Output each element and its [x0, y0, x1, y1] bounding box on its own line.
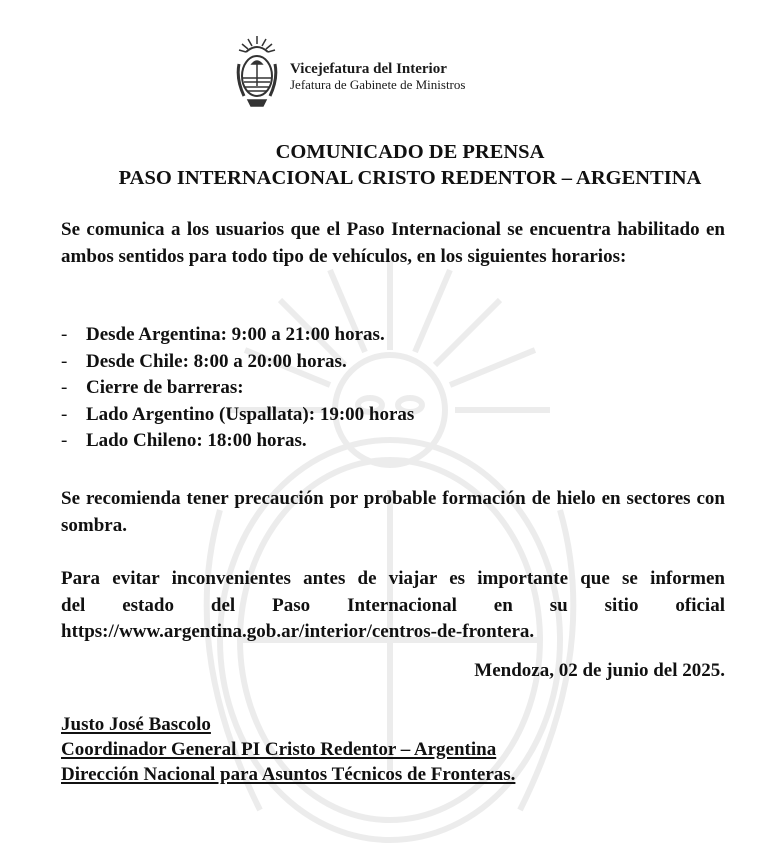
list-item-text: Cierre de barreras: — [86, 377, 244, 398]
list-item — [61, 322, 414, 349]
argentina-coat-of-arms-icon — [234, 34, 280, 114]
document-title: COMUNICADO DE PRENSA — [275, 141, 545, 163]
signatory-department: Dirección Nacional para Asuntos Técnicos de Fronteras. — [61, 764, 516, 785]
date-line: Mendoza, 02 de junio del 2025. — [474, 660, 725, 681]
bullet-dash: - — [61, 403, 68, 425]
intro-paragraph: Se comunica a los usuarios que el Paso Internacional se encuentra habilitado en ambos sentidos para todo tipo de vehículos, en los siguientes horarios: — [61, 219, 725, 267]
bullet-dash: - — [61, 350, 68, 372]
list-item-text: Lado Argentino (Uspallata): 19:00 horas — [86, 403, 415, 425]
list-item — [61, 349, 414, 376]
signature-block — [61, 712, 515, 787]
bullet-dash: - — [61, 430, 68, 451]
list-item-text: Desde Argentina: 9:00 a 21:00 horas. — [86, 324, 385, 345]
org-name: Vicejefatura del Interior — [290, 60, 447, 77]
list-item — [61, 402, 414, 429]
signatory-title: Coordinador General PI Cristo Redentor – Argentina — [61, 739, 497, 760]
info-line-2: del estado del Paso Internacional en su sitio oficial — [61, 594, 725, 616]
list-item — [61, 428, 414, 455]
list-item-text: Desde Chile: 8:00 a 20:00 horas. — [86, 350, 347, 372]
signatory-name: Justo José Bascolo — [61, 714, 211, 735]
bullet-dash: - — [61, 377, 68, 398]
document-subtitle: PASO INTERNACIONAL CRISTO REDENTOR – ARGENTINA — [118, 167, 702, 189]
letterhead — [234, 34, 465, 114]
bullet-dash: - — [61, 324, 68, 345]
org-parent: Jefatura de Gabinete de Ministros — [290, 76, 466, 92]
info-line-1: Para evitar inconvenientes antes de viajar es importante que se informen — [61, 568, 725, 589]
schedule-list — [61, 322, 414, 455]
official-site-url: https://www.argentina.gob.ar/interior/centros-de-frontera. — [61, 621, 535, 642]
list-item-text: Lado Chileno: 18:00 horas. — [86, 430, 307, 451]
list-item — [61, 375, 414, 402]
info-paragraph — [61, 566, 725, 646]
recommendation-paragraph: Se recomienda tener precaución por probable formación de hielo en sectores con sombra. — [61, 488, 725, 536]
